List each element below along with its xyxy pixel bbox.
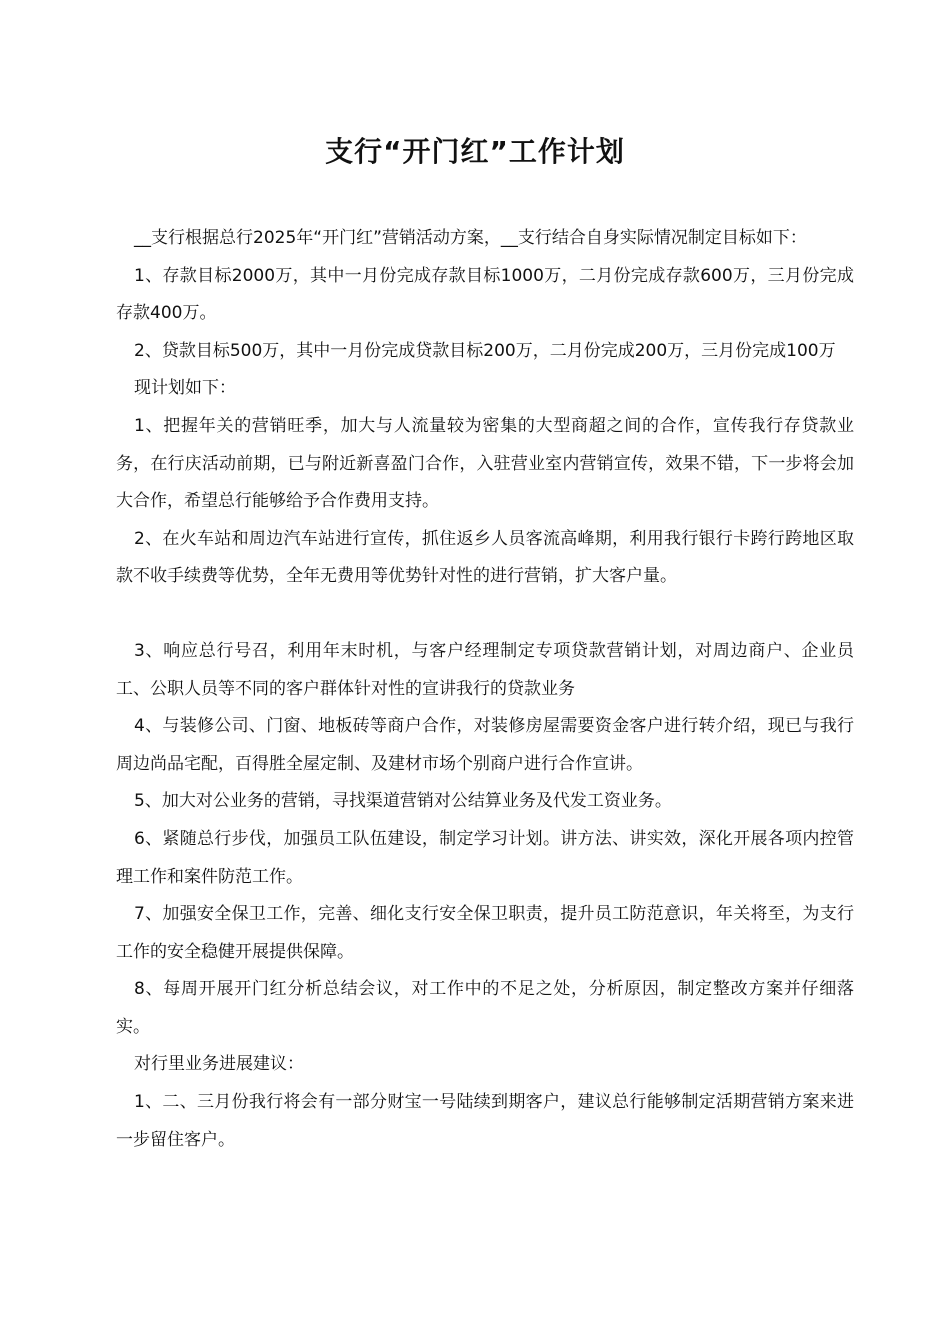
target-item: 1、存款目标2000万，其中一月份完成存款目标1000万，二月份完成存款600万，三月份完成存款400万。 xyxy=(116,265,854,324)
plan-item: 8、每周开展开门红分析总结会议，对工作中的不足之处，分析原因，制定整改方案并仔细落实。 xyxy=(116,979,854,1037)
plan-heading: 现计划如下： xyxy=(134,378,236,399)
plan-item: 1、把握年关的营销旺季，加大与人流量较为密集的大型商超之间的合作，宣传我行存贷款业务，在行庆活动前期，已与附近新喜盈门合作，入驻营业室内营销宣传，效果不错，下一步将会加大合作，希望总行能够给予合作费用支持。 xyxy=(116,415,854,512)
paragraph-gap xyxy=(116,596,854,633)
target-item: 2、贷款目标500万，其中一月份完成贷款目标200万，二月份完成200万，三月份完成100万 xyxy=(134,340,836,361)
plan-item: 4、与装修公司、门窗、地板砖等商户合作，对装修房屋需要资金客户进行转介绍，现已与我行周边尚品宅配，百得胜全屋定制、及建材市场个别商户进行合作宣讲。 xyxy=(116,716,854,774)
suggestion-heading: 对行里业务进展建议： xyxy=(134,1054,304,1075)
intro-paragraph: __支行根据总行2025年“开门红”营销活动方案，__支行结合自身实际情况制定目标如下： xyxy=(134,228,807,248)
document-title: 支行“开门红”工作计划 xyxy=(325,135,625,168)
plan-item: 7、加强安全保卫工作，完善、细化支行安全保卫职责，提升员工防范意识，年关将至，为支行工作的安全稳健开展提供保障。 xyxy=(116,904,854,962)
plan-item: 3、响应总行号召，利用年末时机，与客户经理制定专项贷款营销计划，对周边商户、企业员工、公职人员等不同的客户群体针对性的宣讲我行的贷款业务 xyxy=(116,640,854,699)
suggestion-item: 1、二、三月份我行将会有一部分财宝一号陆续到期客户，建议总行能够制定活期营销方案来进一步留住客户。 xyxy=(116,1092,854,1150)
plan-item: 5、加大对公业务的营销，寻找渠道营销对公结算业务及代发工资业务。 xyxy=(134,791,672,812)
plan-item: 2、在火车站和周边汽车站进行宣传，抓住返乡人员客流高峰期，利用我行银行卡跨行跨地区取款不收手续费等优势，全年无费用等优势针对性的进行营销，扩大客户量。 xyxy=(116,528,854,587)
plan-item: 6、紧随总行步伐，加强员工队伍建设，制定学习计划。讲方法、讲实效，深化开展各项内控管理工作和案件防范工作。 xyxy=(116,828,854,887)
